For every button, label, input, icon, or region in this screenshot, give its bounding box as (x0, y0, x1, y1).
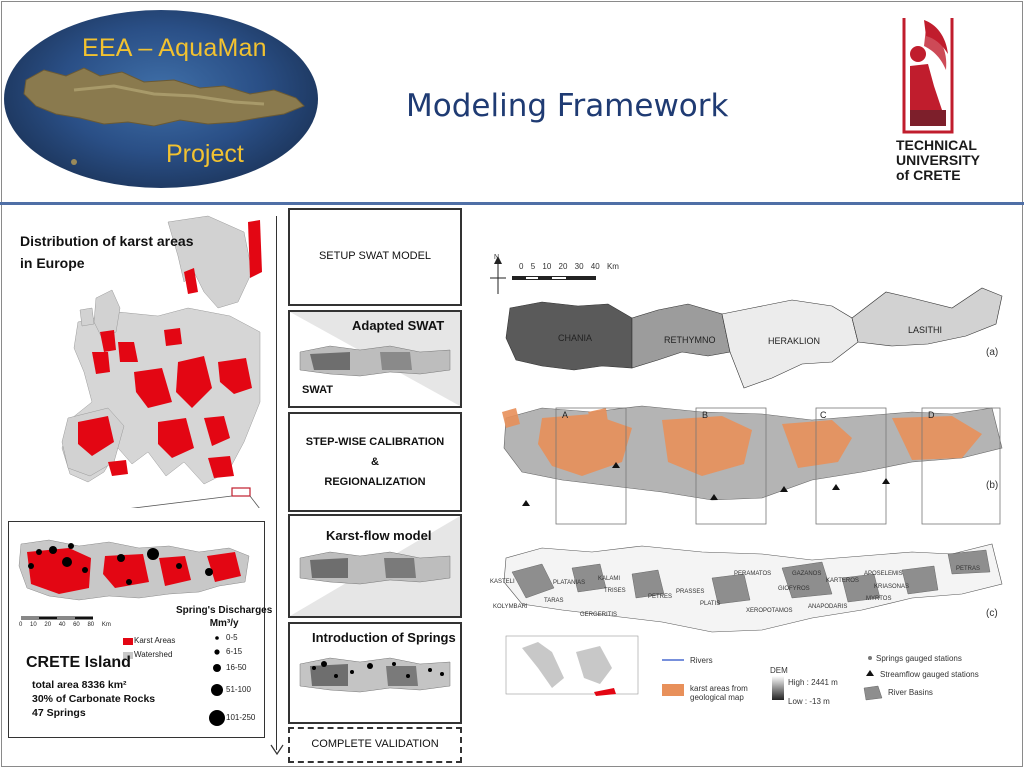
flow-arrow-line (276, 216, 277, 750)
basin-label: APOSELEMIS (864, 571, 903, 577)
header-separator (0, 202, 1024, 205)
calibration-line-1: STEP-WISE CALIBRATION (305, 436, 445, 448)
springs-class-label: 0-5 (226, 633, 238, 642)
basin-label: PLATIS (700, 601, 721, 607)
zone-letter: A (562, 410, 569, 420)
map-scale-unit: Km (606, 262, 619, 271)
basin-label: KRIASONAS (874, 584, 910, 590)
calibration-line-2: & (371, 456, 379, 468)
springs-label: Introduction of Springs (312, 630, 456, 645)
basin-label: PETRAS (956, 566, 981, 572)
springs-class-label: 51-100 (226, 685, 251, 694)
springs-class-label: 6-15 (226, 647, 243, 656)
legend-dem-high: High : 2441 m (788, 678, 838, 687)
europe-title-line-2: in Europe (20, 255, 85, 271)
legend-dem-low: Low : -13 m (788, 697, 830, 706)
north-label: N (494, 254, 500, 261)
step-calibration (288, 412, 462, 512)
basin-label: PETRES (648, 594, 673, 600)
scale-tick: 60 (73, 622, 80, 628)
basin-label: GIOFYROS (778, 586, 810, 592)
basin-label: ANAPODARIS (808, 604, 848, 610)
step-karst-flow (288, 514, 462, 618)
basin-label: KASTELI (490, 579, 515, 585)
legend-springs-stations: Springs gauged stations (876, 654, 962, 663)
step-springs (288, 622, 462, 724)
basin-label: KALAMI (598, 576, 621, 582)
scale-tick: 40 (58, 622, 66, 628)
europe-map-title (20, 230, 194, 274)
arrow-down-icon (270, 744, 284, 756)
springs-discharge-legend-title (176, 604, 272, 630)
stat-total-area: total area 8336 km² (32, 679, 127, 691)
map-scale-tick: 5 (530, 262, 536, 271)
map-scale-tick: 20 (558, 262, 568, 271)
legend-karst-geological: karst areas from geological map (690, 684, 748, 702)
europe-title-line-1: Distribution of karst areas (20, 233, 194, 249)
scale-tick: 80 (87, 622, 95, 628)
prefecture-label: RETHYMNO (664, 335, 716, 345)
basin-label: GERGERITIS (580, 612, 618, 618)
basin-label: TARAS (544, 598, 564, 604)
step-setup-swat-label: SETUP SWAT MODEL (318, 250, 432, 262)
map-scale-tick: 10 (542, 262, 552, 271)
project-title: EEA – AquaMan (82, 34, 267, 62)
legend-karst-areas: Karst Areas (134, 636, 176, 645)
calibration-line-3: REGIONALIZATION (324, 476, 426, 488)
legend-river-basins: River Basins (888, 688, 933, 697)
prefecture-label: HERAKLION (768, 336, 821, 346)
springs-class-label: 101-250 (226, 713, 256, 722)
springs-title-line-1: Spring's Discharges (176, 605, 273, 616)
basin-label: TRISES (604, 588, 626, 594)
map-scale-tick: 40 (590, 262, 600, 271)
zone-letter: D (928, 410, 935, 420)
karst-flow-label: Karst-flow model (326, 528, 432, 543)
legend-watershed: Watershed (134, 650, 173, 659)
stat-springs: 47 Springs (32, 707, 86, 719)
basin-label: PRASSES (676, 589, 705, 595)
complete-validation-label: COMPLETE VALIDATION (311, 738, 439, 750)
basin-label: KOLYMBARI (493, 604, 528, 610)
basin-label: GAZANOS (792, 571, 822, 577)
basin-label: PLATANIAS (553, 580, 586, 586)
legend-streamflow-stations: Streamflow gauged stations (880, 670, 979, 679)
springs-title-line-2: Mm³/y (209, 618, 239, 629)
swat-label: SWAT (302, 384, 333, 396)
zone-letter: C (820, 410, 827, 420)
university-line-3: of CRETE (896, 167, 961, 183)
crete-island-stats (32, 678, 155, 720)
map-scale-ticks (519, 262, 619, 271)
scale-unit: Km (101, 622, 111, 628)
university-line-1: TECHNICAL (896, 137, 977, 153)
basin-label: MYRTOS (866, 596, 892, 602)
map-scale-tick: 0 (519, 262, 524, 271)
university-emblem-icon (896, 14, 960, 136)
basin-label: XEROPOTAMOS (746, 608, 793, 614)
basin-label: PERAMATOS (734, 571, 772, 577)
step-complete-validation (288, 727, 462, 763)
scale-tick: 0 (19, 622, 23, 628)
step-adapted-swat (288, 310, 462, 408)
crete-island-title: CRETE Island (26, 654, 131, 671)
prefecture-label: LASITHI (908, 325, 943, 335)
university-line-2: UNIVERSITY (896, 152, 981, 168)
panel-tag-b: (b) (986, 480, 999, 491)
adapted-swat-label: Adapted SWAT (352, 318, 445, 333)
prefecture-label: CHANIA (558, 333, 593, 343)
stat-carbonate: 30% of Carbonate Rocks (32, 693, 156, 705)
page-title: Modeling Framework (406, 88, 729, 124)
scale-tick: 10 (30, 622, 37, 628)
project-logo-oval (4, 10, 318, 188)
legend-rivers: Rivers (690, 656, 713, 665)
university-name (896, 138, 980, 183)
crete-maps-figure (482, 248, 1012, 708)
panel-tag-c: (c) (986, 608, 998, 619)
panel-tag-a: (a) (986, 347, 999, 358)
crete-scale-ticks (19, 622, 111, 628)
scale-tick: 20 (44, 622, 52, 628)
legend-dem: DEM (770, 666, 788, 675)
step-setup-swat (288, 208, 462, 306)
map-scale-tick: 30 (574, 262, 584, 271)
springs-class-label: 16-50 (226, 663, 247, 672)
basin-label: KARTEROS (826, 578, 859, 584)
zone-letter: B (702, 410, 709, 420)
project-subtitle: Project (166, 140, 244, 168)
